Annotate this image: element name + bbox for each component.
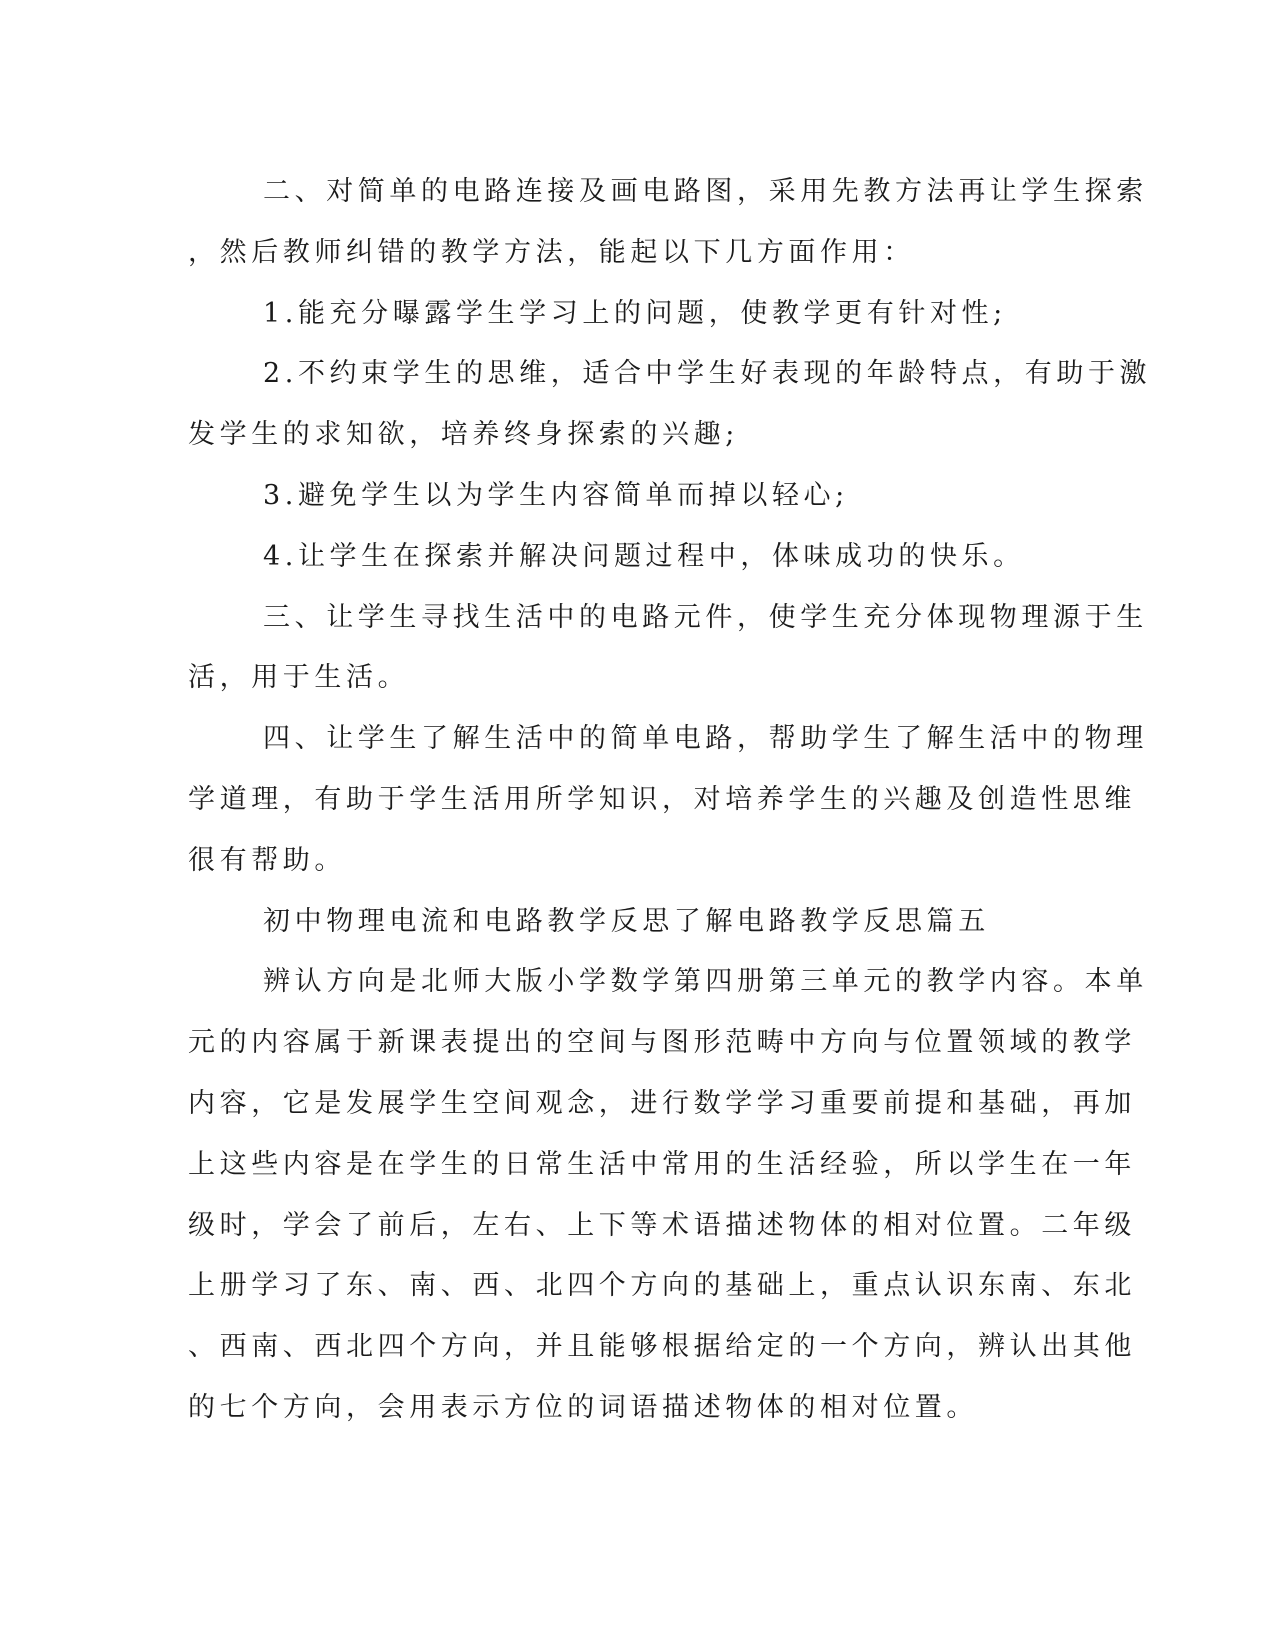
text-line: 元的内容属于新课表提出的空间与图形范畴中方向与位置领域的教学 bbox=[188, 1027, 1136, 1059]
paragraph-point-two bbox=[188, 162, 1148, 284]
text-line: 上册学习了东、南、西、北四个方向的基础上，重点认识东南、东北 bbox=[188, 1270, 1136, 1302]
text-line: 的七个方向，会用表示方位的词语描述物体的相对位置。 bbox=[188, 1391, 978, 1423]
text-line: 1.能充分曝露学生学习上的问题，使教学更有针对性; bbox=[263, 297, 1007, 329]
text-line: 级时，学会了前后，左右、上下等术语描述物体的相对位置。二年级 bbox=[188, 1209, 1136, 1241]
text-line: 2.不约束学生的思维，适合中学生好表现的年龄特点，有助于激 bbox=[263, 358, 1152, 390]
text-line: 三、让学生寻找生活中的电路元件，使学生充分体现物理源于生 bbox=[263, 601, 1148, 633]
text-line: 很有帮助。 bbox=[188, 844, 346, 876]
text-line: 内容，它是发展学生空间观念，进行数学学习重要前提和基础，再加 bbox=[188, 1087, 1136, 1119]
text-line: 4.让学生在探索并解决问题过程中，体味成功的快乐。 bbox=[263, 540, 1025, 572]
document-body bbox=[188, 162, 1152, 1439]
section-heading bbox=[188, 892, 1078, 953]
paragraph-item-1 bbox=[188, 284, 1078, 345]
text-line: 二、对简单的电路连接及画电路图，采用先教方法再让学生探索 bbox=[263, 176, 1148, 207]
text-line: 辨认方向是北师大版小学数学第四册第三单元的教学内容。本单 bbox=[263, 966, 1148, 998]
paragraph-point-four bbox=[188, 709, 1148, 891]
paragraph-item-3 bbox=[188, 466, 1078, 527]
text-line: ，然后教师纠错的教学方法，能起以下几方面作用： bbox=[188, 236, 915, 268]
text-line: 学道理，有助于学生活用所学知识，对培养学生的兴趣及创造性思维 bbox=[188, 783, 1136, 815]
heading-line: 初中物理电流和电路教学反思了解电路教学反思篇五 bbox=[263, 905, 990, 937]
paragraph-direction-lesson bbox=[188, 952, 1148, 1438]
text-line: 上这些内容是在学生的日常生活中常用的生活经验，所以学生在一年 bbox=[188, 1148, 1136, 1180]
text-line: 发学生的求知欲，培养终身探索的兴趣; bbox=[188, 419, 739, 451]
text-line: 活，用于生活。 bbox=[188, 662, 410, 694]
paragraph-item-4 bbox=[188, 527, 1078, 588]
text-line: 3.避免学生以为学生内容简单而掉以轻心; bbox=[263, 479, 849, 511]
text-line: 四、让学生了解生活中的简单电路，帮助学生了解生活中的物理 bbox=[263, 723, 1148, 755]
text-line: 、西南、西北四个方向，并且能够根据给定的一个方向，辨认出其他 bbox=[188, 1331, 1136, 1363]
paragraph-item-2 bbox=[188, 344, 1152, 466]
paragraph-point-three bbox=[188, 588, 1148, 710]
